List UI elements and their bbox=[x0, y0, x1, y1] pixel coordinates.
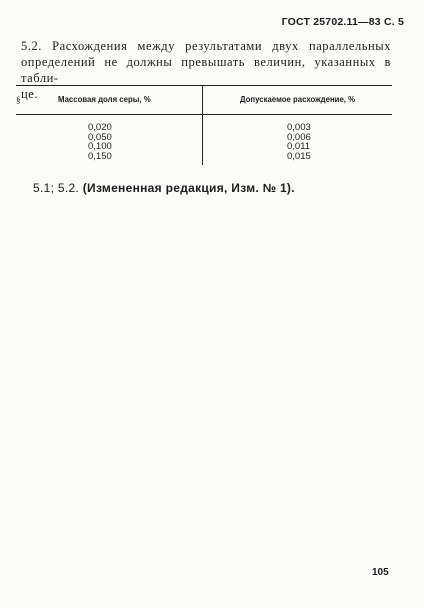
tolerance-table bbox=[16, 85, 392, 165]
table-margin-mark: § bbox=[16, 95, 21, 105]
table-cell: 0,011 bbox=[287, 141, 311, 152]
note-refs: 5.1; 5.2. bbox=[33, 181, 80, 195]
page-header: ГОСТ 25702.11—83 С. 5 bbox=[281, 16, 404, 28]
table-cell: 0,050 bbox=[88, 131, 112, 143]
column-header-sulfur-fraction: Массовая доля серы, % bbox=[58, 95, 151, 104]
table-column-divider bbox=[202, 85, 203, 165]
table-cell: 0,100 bbox=[88, 141, 112, 152]
note-text: (Измененная редакция, Изм. № 1). bbox=[82, 181, 295, 195]
table-cell: 0,020 bbox=[88, 122, 112, 133]
column-header-allowed-discrepancy: Допускаемое расхождение, % bbox=[240, 95, 356, 104]
table-cell: 0,015 bbox=[287, 150, 311, 162]
paragraph-line: 5.2. Расхождения между результатами двух параллельных bbox=[21, 39, 391, 53]
table-cell: 0,003 bbox=[287, 122, 311, 133]
allowed-discrepancy-column bbox=[287, 123, 311, 161]
paragraph-line: определений не должны превышать величин, указанных в табли- bbox=[21, 55, 391, 85]
sulfur-fraction-column bbox=[88, 123, 112, 161]
table-top-rule bbox=[16, 85, 392, 86]
table-header-rule bbox=[16, 114, 392, 115]
amendment-note bbox=[33, 181, 295, 195]
table-cell: 0,150 bbox=[88, 150, 112, 162]
paragraph-line: це. bbox=[21, 87, 39, 101]
table-cell: 0,006 bbox=[287, 131, 311, 143]
page-number: 105 bbox=[372, 567, 389, 578]
